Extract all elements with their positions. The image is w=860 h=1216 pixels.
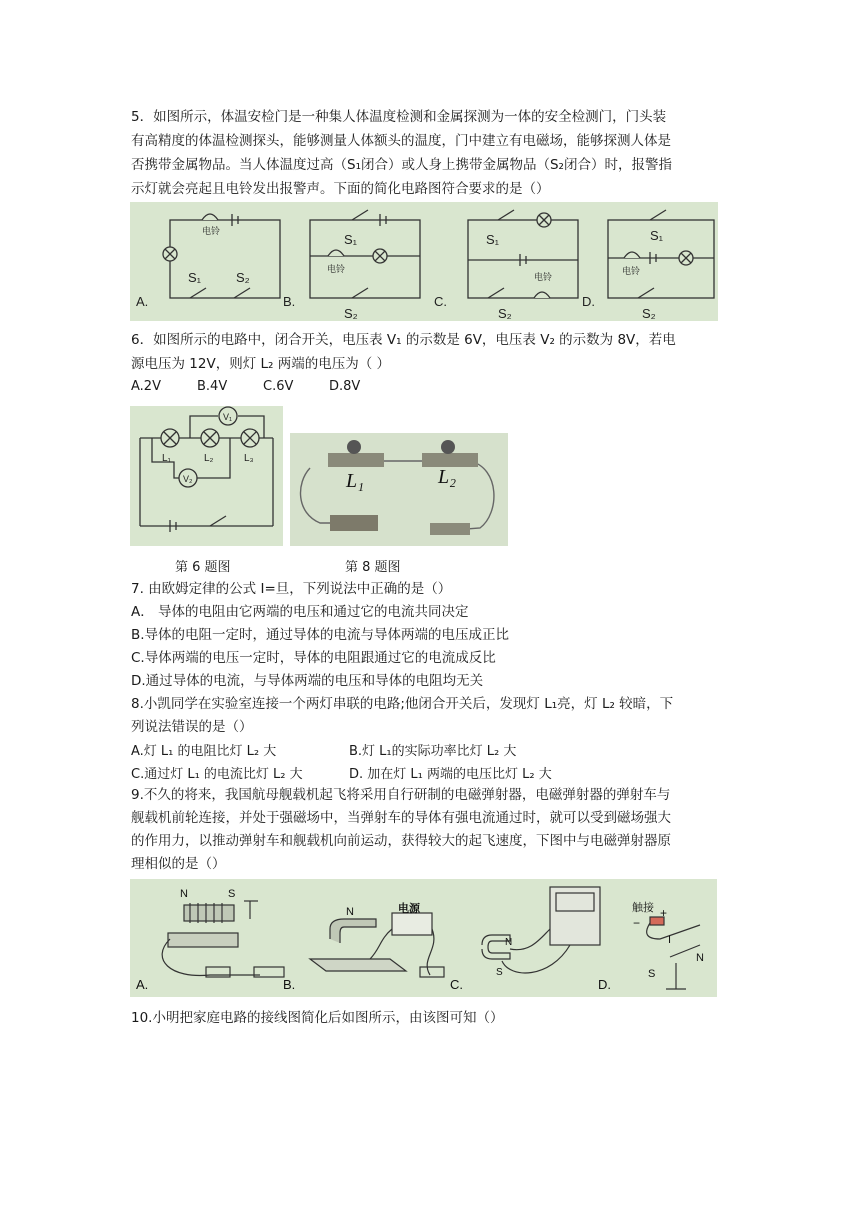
- q8-line-2: 列说法错误的是（）: [131, 719, 253, 735]
- q5-line-2: 有高精度的体温检测探头，能够测量人体额头的温度，门中建立有电磁场，能够探测人体是: [131, 133, 671, 149]
- q7-option-d: D.通过导体的电流，与导体两端的电压和导体的电阻均无关: [131, 673, 484, 689]
- q6-choice-b: B.4V: [197, 379, 228, 394]
- q5-a-s1: S₁: [188, 270, 202, 285]
- q7-option-a: A． 导体的电阻由它两端的电压和通过它的电流共同决定: [131, 604, 469, 620]
- q9-line-3: 的作用力，以推动弹射车和舰载机向前运动，获得较大的起飞速度，下图中与电磁弹射器原: [131, 833, 671, 849]
- q5-line-4: 示灯就会亮起且电铃发出报警声。下面的简化电路图符合要求的是（）: [131, 181, 550, 197]
- q9-d-s: S: [648, 968, 656, 980]
- q8-figure-caption: 第 8 题图: [345, 560, 401, 575]
- q5-b-s1: S₁: [344, 232, 358, 247]
- q8-choice-b: B.灯 L₁的实际功率比灯 L₂ 大: [349, 744, 517, 759]
- q6-l3-label: L₃: [244, 453, 254, 464]
- q8-circuit-photo: [290, 433, 508, 546]
- q5-c-s2: S₂: [498, 306, 512, 321]
- q6-v2-label: V₂: [183, 474, 193, 484]
- q5-d-bell-label: 电铃: [622, 266, 641, 276]
- q8-choice-c: C.通过灯 L₁ 的电流比灯 L₂ 大: [131, 767, 303, 782]
- q5-option-a: A.: [136, 294, 149, 309]
- q5-option-c: C.: [434, 294, 447, 309]
- q6-l2-label: L₂: [204, 453, 214, 464]
- q8-l1-label: L₁: [346, 470, 365, 492]
- q6-figure-caption: 第 6 题图: [175, 560, 231, 575]
- q6-choice-a: A.2V: [131, 379, 161, 394]
- q6-choice-c: C.6V: [263, 379, 294, 394]
- q9-b-n: N: [346, 906, 354, 918]
- q9-c-s: S: [496, 967, 503, 978]
- q5-circuit-figure: [130, 202, 718, 321]
- q5-line-1: 5．如图所示，体温安检门是一种集人体温度检测和金属探测为一体的安全检测门，门头装: [131, 109, 667, 125]
- q5-d-s2: S₂: [642, 306, 656, 321]
- q9-option-a: A.: [136, 977, 149, 992]
- q6-line-2: 源电压为 12V，则灯 L₂ 两端的电压为（ ）: [131, 356, 391, 372]
- q5-line-3: 否携带金属物品。当人体温度过高（S₁闭合）或人身上携带金属物品（S₂闭合）时，报警指: [131, 157, 672, 173]
- q7-option-b: B.导体的电阻一定时，通过导体的电流与导体两端的电压成正比: [131, 627, 510, 643]
- q8-l2-label: L₂: [438, 466, 457, 488]
- q5-option-d: D.: [582, 294, 595, 309]
- q9-option-c: C.: [450, 977, 463, 992]
- q9-d-n: N: [696, 952, 704, 964]
- q8-choice-a: A.灯 L₁ 的电阻比灯 L₂ 大: [131, 744, 277, 759]
- q7-line-1: 7. 由欧姆定律的公式 I=旦，下列说法中正确的是（）: [131, 581, 452, 597]
- q9-d-touch: 触接: [632, 902, 654, 914]
- q5-b-s2: S₂: [344, 306, 358, 321]
- q9-d-plus: +: [660, 906, 668, 920]
- q5-c-s1: S₁: [486, 232, 500, 247]
- q5-a-s2: S₂: [236, 270, 250, 285]
- q9-line-4: 理相似的是（）: [131, 856, 226, 872]
- q5-option-b: B.: [283, 294, 296, 309]
- q8-line-1: 8.小凯同学在实验室连接一个两灯串联的电路;他闭合开关后，发现灯 L₁亮，灯 L₂ 较暗，下: [131, 696, 674, 712]
- q5-c-bell-label: 电铃: [534, 272, 553, 282]
- q9-d-minus: −: [633, 916, 641, 930]
- q5-a-bell-label: 电铃: [202, 226, 221, 236]
- q10-line-1: 10.小明把家庭电路的接线图简化后如图所示，由该图可知（）: [131, 1010, 504, 1026]
- q9-option-b: B.: [283, 977, 296, 992]
- q8-choice-d: D. 加在灯 L₁ 两端的电压比灯 L₂ 大: [349, 767, 552, 782]
- q6-v1-label: V₁: [223, 412, 233, 422]
- q9-b-power: 电源: [398, 903, 420, 915]
- q9-a-s: S: [228, 888, 236, 900]
- q7-option-c: C.导体两端的电压一定时，导体的电阻跟通过它的电流成反比: [131, 650, 496, 666]
- q6-choice-d: D.8V: [329, 379, 361, 394]
- q6-l1-label: L₁: [162, 453, 171, 464]
- q9-line-2: 舰载机前轮连接，并处于强磁场中，当弹射车的导体有强电流通过时，就可以受到磁场强大: [131, 810, 671, 826]
- q5-d-s1: S₁: [650, 228, 664, 243]
- q9-option-d: D.: [598, 977, 611, 992]
- q6-line-1: 6．如图所示的电路中，闭合开关，电压表 V₁ 的示数是 6V，电压表 V₂ 的示数为 8V，若电: [131, 332, 676, 348]
- q9-c-n: N: [505, 937, 513, 948]
- q9-apparatus-figure: [130, 879, 717, 997]
- q6-circuit-figure: [130, 406, 283, 546]
- q9-a-n: N: [180, 888, 188, 900]
- q9-d-current: I: [668, 934, 672, 946]
- q5-b-bell-label: 电铃: [327, 264, 346, 274]
- q9-line-1: 9.不久的将来，我国航母舰载机起飞将采用自行研制的电磁弹射器，电磁弹射器的弹射车与: [131, 787, 671, 803]
